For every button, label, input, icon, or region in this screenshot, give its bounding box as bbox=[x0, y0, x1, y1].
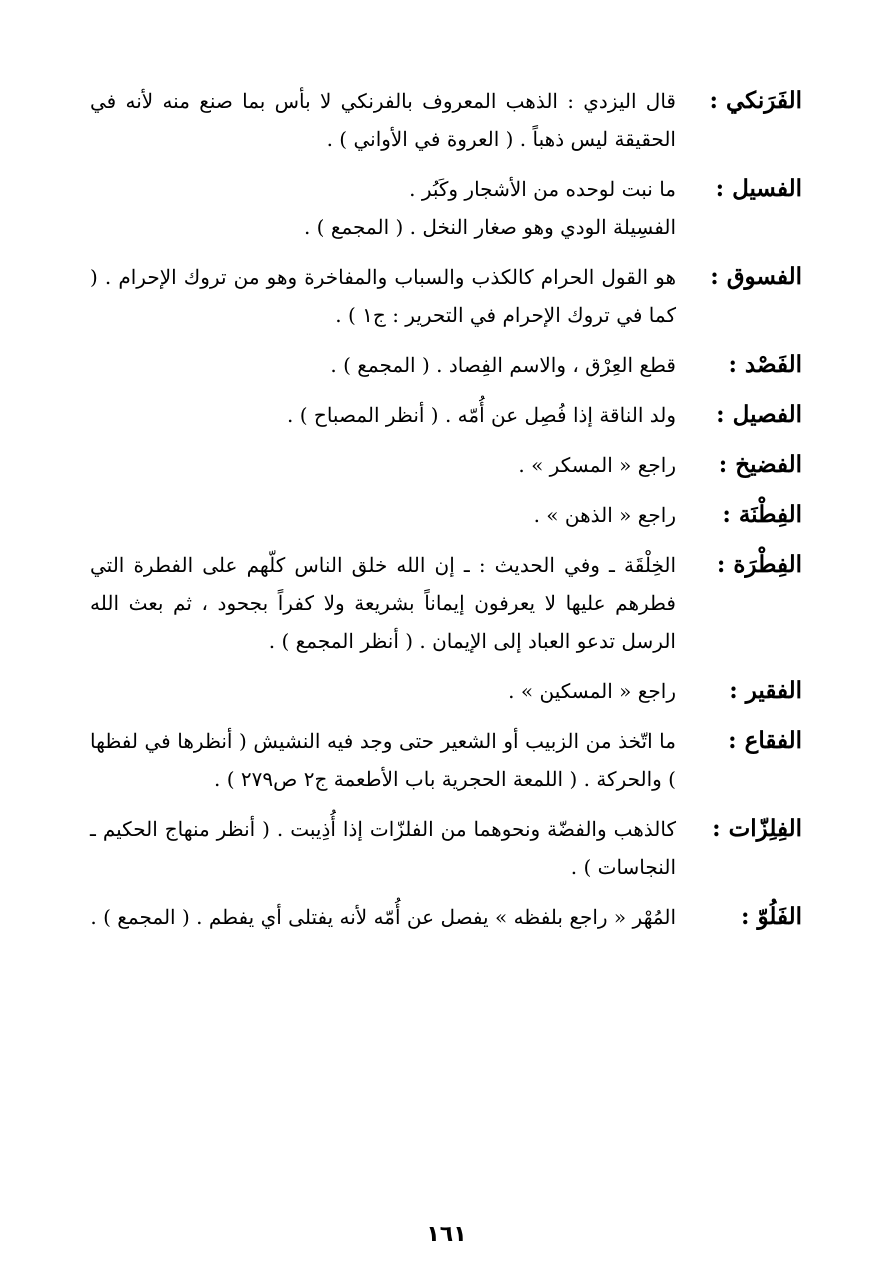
glossary-entry bbox=[90, 82, 802, 158]
glossary-entry bbox=[90, 396, 802, 434]
entry-term: الفسيل : bbox=[715, 175, 802, 202]
page-number: ١٦١ bbox=[426, 1222, 467, 1247]
entry-definition bbox=[90, 722, 676, 798]
glossary-entry bbox=[90, 722, 802, 798]
entry-term: الفَصْد : bbox=[728, 351, 802, 378]
glossary-entry bbox=[90, 346, 802, 384]
entry-definition bbox=[90, 898, 676, 936]
entry-term: الفضيخ : bbox=[718, 451, 802, 478]
entry-term: الفسوق : bbox=[710, 263, 802, 290]
entry-definition bbox=[90, 346, 676, 384]
definition-paragraph: المُهْر « راجع بلفظه » يفصل عن أُمّه لأنه يفتلى أي يفطم . ( المجمع ) . bbox=[90, 905, 676, 929]
entry-term: الفَرَنكي : bbox=[709, 87, 802, 114]
definition-paragraph: راجع « المسكر » . bbox=[518, 453, 676, 477]
entry-term: الفقاع : bbox=[728, 727, 802, 754]
glossary-entry bbox=[90, 546, 802, 660]
entry-definition bbox=[90, 546, 676, 660]
definition-paragraph: هو القول الحرام كالكذب والسباب والمفاخرة وهو من تروك الإحرام . ( كما في تروك الإحرام في التحرير : ج١ ) . bbox=[90, 265, 676, 327]
definition-paragraph: ولد الناقة إذا فُصِل عن أُمّه . ( أنظر المصباح ) . bbox=[287, 403, 676, 427]
entry-definition bbox=[90, 82, 676, 158]
definition-paragraph: ما اتّخذ من الزبيب أو الشعير حتى وجد فيه النشيش ( أنظرها في لفظها ) والحركة . ( اللمعة الحجرية باب الأطعمة ج٢ ص٢٧٩ ) . bbox=[90, 729, 676, 791]
glossary-entry bbox=[90, 496, 802, 534]
definition-paragraph: قطع العِرْق ، والاسم الفِصاد . ( المجمع ) . bbox=[330, 353, 676, 377]
glossary-entry bbox=[90, 672, 802, 710]
glossary-entry bbox=[90, 810, 802, 886]
definition-paragraph: كالذهب والفضّة ونحوهما من الفلزّات إذا أُذِيبت . ( أنظر منهاج الحكيم ـ النجاسات ) . bbox=[90, 817, 676, 879]
glossary-entry bbox=[90, 898, 802, 936]
glossary-entry bbox=[90, 170, 802, 246]
entry-term: الفِطْنَة : bbox=[722, 501, 802, 528]
entry-definition bbox=[90, 672, 676, 710]
entry-definition bbox=[90, 396, 676, 434]
glossary-entries bbox=[90, 82, 802, 948]
entry-definition bbox=[90, 810, 676, 886]
definition-paragraph: قال اليزدي : الذهب المعروف بالفرنكي لا بأس بما صنع منه لأنه في الحقيقة ليس ذهباً . ( العروة في الأواني ) . bbox=[90, 89, 676, 151]
definition-paragraph: ما نبت لوحده من الأشجار وكَبُر . bbox=[409, 177, 676, 201]
entry-term: الفَلُوّ : bbox=[740, 903, 802, 930]
entry-definition bbox=[90, 496, 676, 534]
entry-definition bbox=[90, 170, 676, 246]
entry-term: الفِطْرَة : bbox=[716, 551, 802, 578]
entry-term: الفِلِزّات : bbox=[712, 815, 802, 842]
entry-definition bbox=[90, 258, 676, 334]
glossary-entry bbox=[90, 446, 802, 484]
definition-paragraph: الفسِيلة الودي وهو صغار النخل . ( المجمع ) . bbox=[303, 215, 676, 239]
entry-term: الفصيل : bbox=[716, 401, 802, 428]
entry-definition bbox=[90, 446, 676, 484]
definition-paragraph: راجع « الذهن » . bbox=[533, 503, 676, 527]
glossary-entry bbox=[90, 258, 802, 334]
entry-term: الفقير : bbox=[729, 677, 802, 704]
definition-paragraph: راجع « المسكين » . bbox=[508, 679, 676, 703]
definition-paragraph: الخِلْقَة ـ وفي الحديث : ـ إن الله خلق الناس كلّهم على الفطرة التي فطرهم عليها لا يعرفون إيماناً بشريعة ولا كفراً بجحود ، ثم بعث الله الرسل تدعو العباد إلى الإيمان . ( أنظر المجمع ) . bbox=[90, 553, 676, 653]
